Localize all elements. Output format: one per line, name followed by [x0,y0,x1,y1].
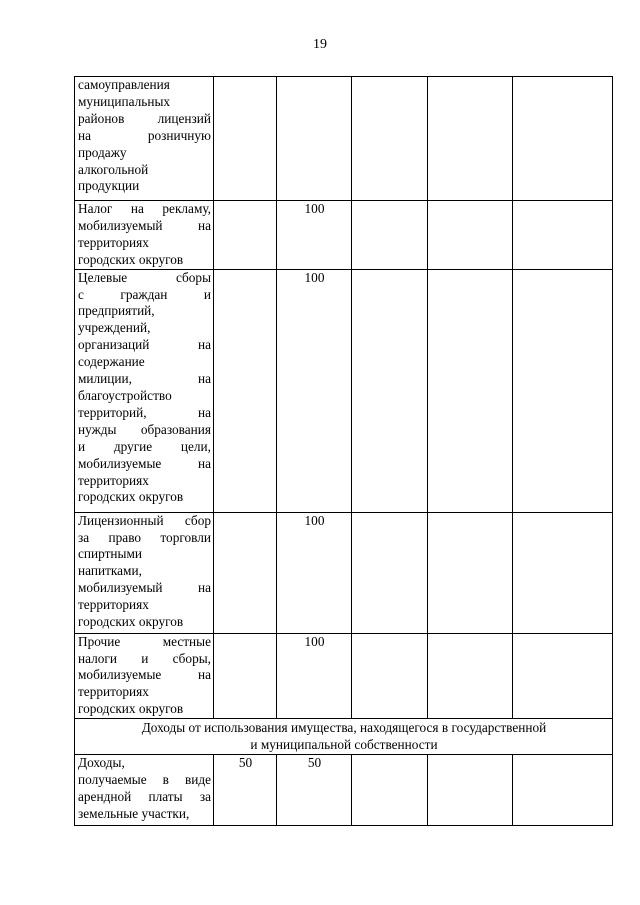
table-row [75,512,613,633]
row-name-line: районов лицензий [78,110,211,126]
row-name-line: на розничную [78,127,211,143]
row-name-line: милиции, на [78,371,211,387]
row-name-line: территориях [78,597,149,613]
value-cell-2: 100 [277,201,352,270]
section-heading-row [75,719,613,755]
row-name-line: налоги и сборы, [78,650,211,666]
row-name-cell [75,269,214,512]
value-cell-4 [428,755,513,826]
row-name-cell [75,755,214,826]
value-cell-1 [214,77,277,201]
row-name-line: Лицензионный сбор [78,512,211,528]
row-name-line: мобилизуемые на [78,667,211,683]
value-cell-1: 50 [214,755,277,826]
revenue-distribution-table [74,76,613,826]
section-heading [75,719,613,755]
table-row [75,77,613,201]
row-name-line: получаемые в виде [78,772,211,788]
value-cell-3 [352,755,428,826]
row-name-cell [75,512,214,633]
row-name-line: самоуправления [78,77,170,92]
row-name-line: нужды образования [78,421,211,437]
section-heading-line: Доходы от использования имущества, находящегося в государственной [141,720,547,736]
value-cell-4 [428,269,513,512]
row-name-line: Целевые сборы [78,269,211,285]
value-cell-3 [352,77,428,201]
row-name-line: городских округов [78,614,184,630]
value-cell-1 [214,633,277,719]
row-name-line: предприятий, [78,303,155,319]
row-name-line: городских округов [78,489,184,505]
row-name-line: продукции [78,178,140,194]
row-name-line: алкогольной [78,161,149,177]
row-name-line: Доходы, [78,755,125,771]
value-cell-5 [513,269,613,512]
value-cell-1 [214,512,277,633]
value-cell-4 [428,633,513,719]
row-name-line: городских округов [78,251,184,267]
row-name-cell [75,77,214,201]
value-cell-3 [352,512,428,633]
section-heading-line: и муниципальной собственности [250,737,438,753]
value-cell-5 [513,755,613,826]
table-row [75,633,613,719]
value-cell-2: 100 [277,269,352,512]
row-name-line: спиртными [78,546,142,562]
row-name-line: благоустройство [78,387,172,403]
page-number: 19 [313,37,327,52]
value-cell-2: 100 [277,512,352,633]
row-name-line: учреждений, [78,320,151,336]
row-name-line: Прочие местные [78,633,211,649]
row-name-line: и другие цели, [78,438,211,454]
row-name-line: территориях [78,234,149,250]
row-name-line: организаций на [78,337,211,353]
value-cell-4 [428,201,513,270]
table-row [75,201,613,270]
row-name-line: муниципальных [78,93,171,109]
row-name-line: содержание [78,354,145,370]
row-name-line: территориях [78,684,149,700]
value-cell-4 [428,512,513,633]
row-name-line: мобилизуемый на [78,580,211,596]
value-cell-3 [352,633,428,719]
row-name-line: территориях [78,472,149,488]
row-name-cell [75,633,214,719]
row-name-line: земельные участки, [78,805,190,821]
row-name-line: продажу [78,144,127,160]
row-name-line: с граждан и [78,286,211,302]
value-cell-3 [352,269,428,512]
row-name-line: за право торговли [78,529,211,545]
value-cell-5 [513,633,613,719]
row-name-line: арендной платы за [78,788,211,804]
value-cell-3 [352,201,428,270]
table-body [75,77,613,826]
row-name-cell [75,201,214,270]
row-name-line: городских округов [78,701,184,717]
value-cell-1 [214,201,277,270]
row-name-line: мобилизуемые на [78,455,211,471]
value-cell-5 [513,512,613,633]
value-cell-2 [277,77,352,201]
table-row [75,269,613,512]
value-cell-2: 100 [277,633,352,719]
row-name-line: напитками, [78,563,142,579]
table-row [75,755,613,826]
value-cell-5 [513,77,613,201]
row-name-line: мобилизуемый на [78,217,211,233]
value-cell-4 [428,77,513,201]
value-cell-2: 50 [277,755,352,826]
value-cell-5 [513,201,613,270]
row-name-line: Налог на рекламу, [78,201,211,216]
value-cell-1 [214,269,277,512]
row-name-line: территорий, на [78,404,211,420]
